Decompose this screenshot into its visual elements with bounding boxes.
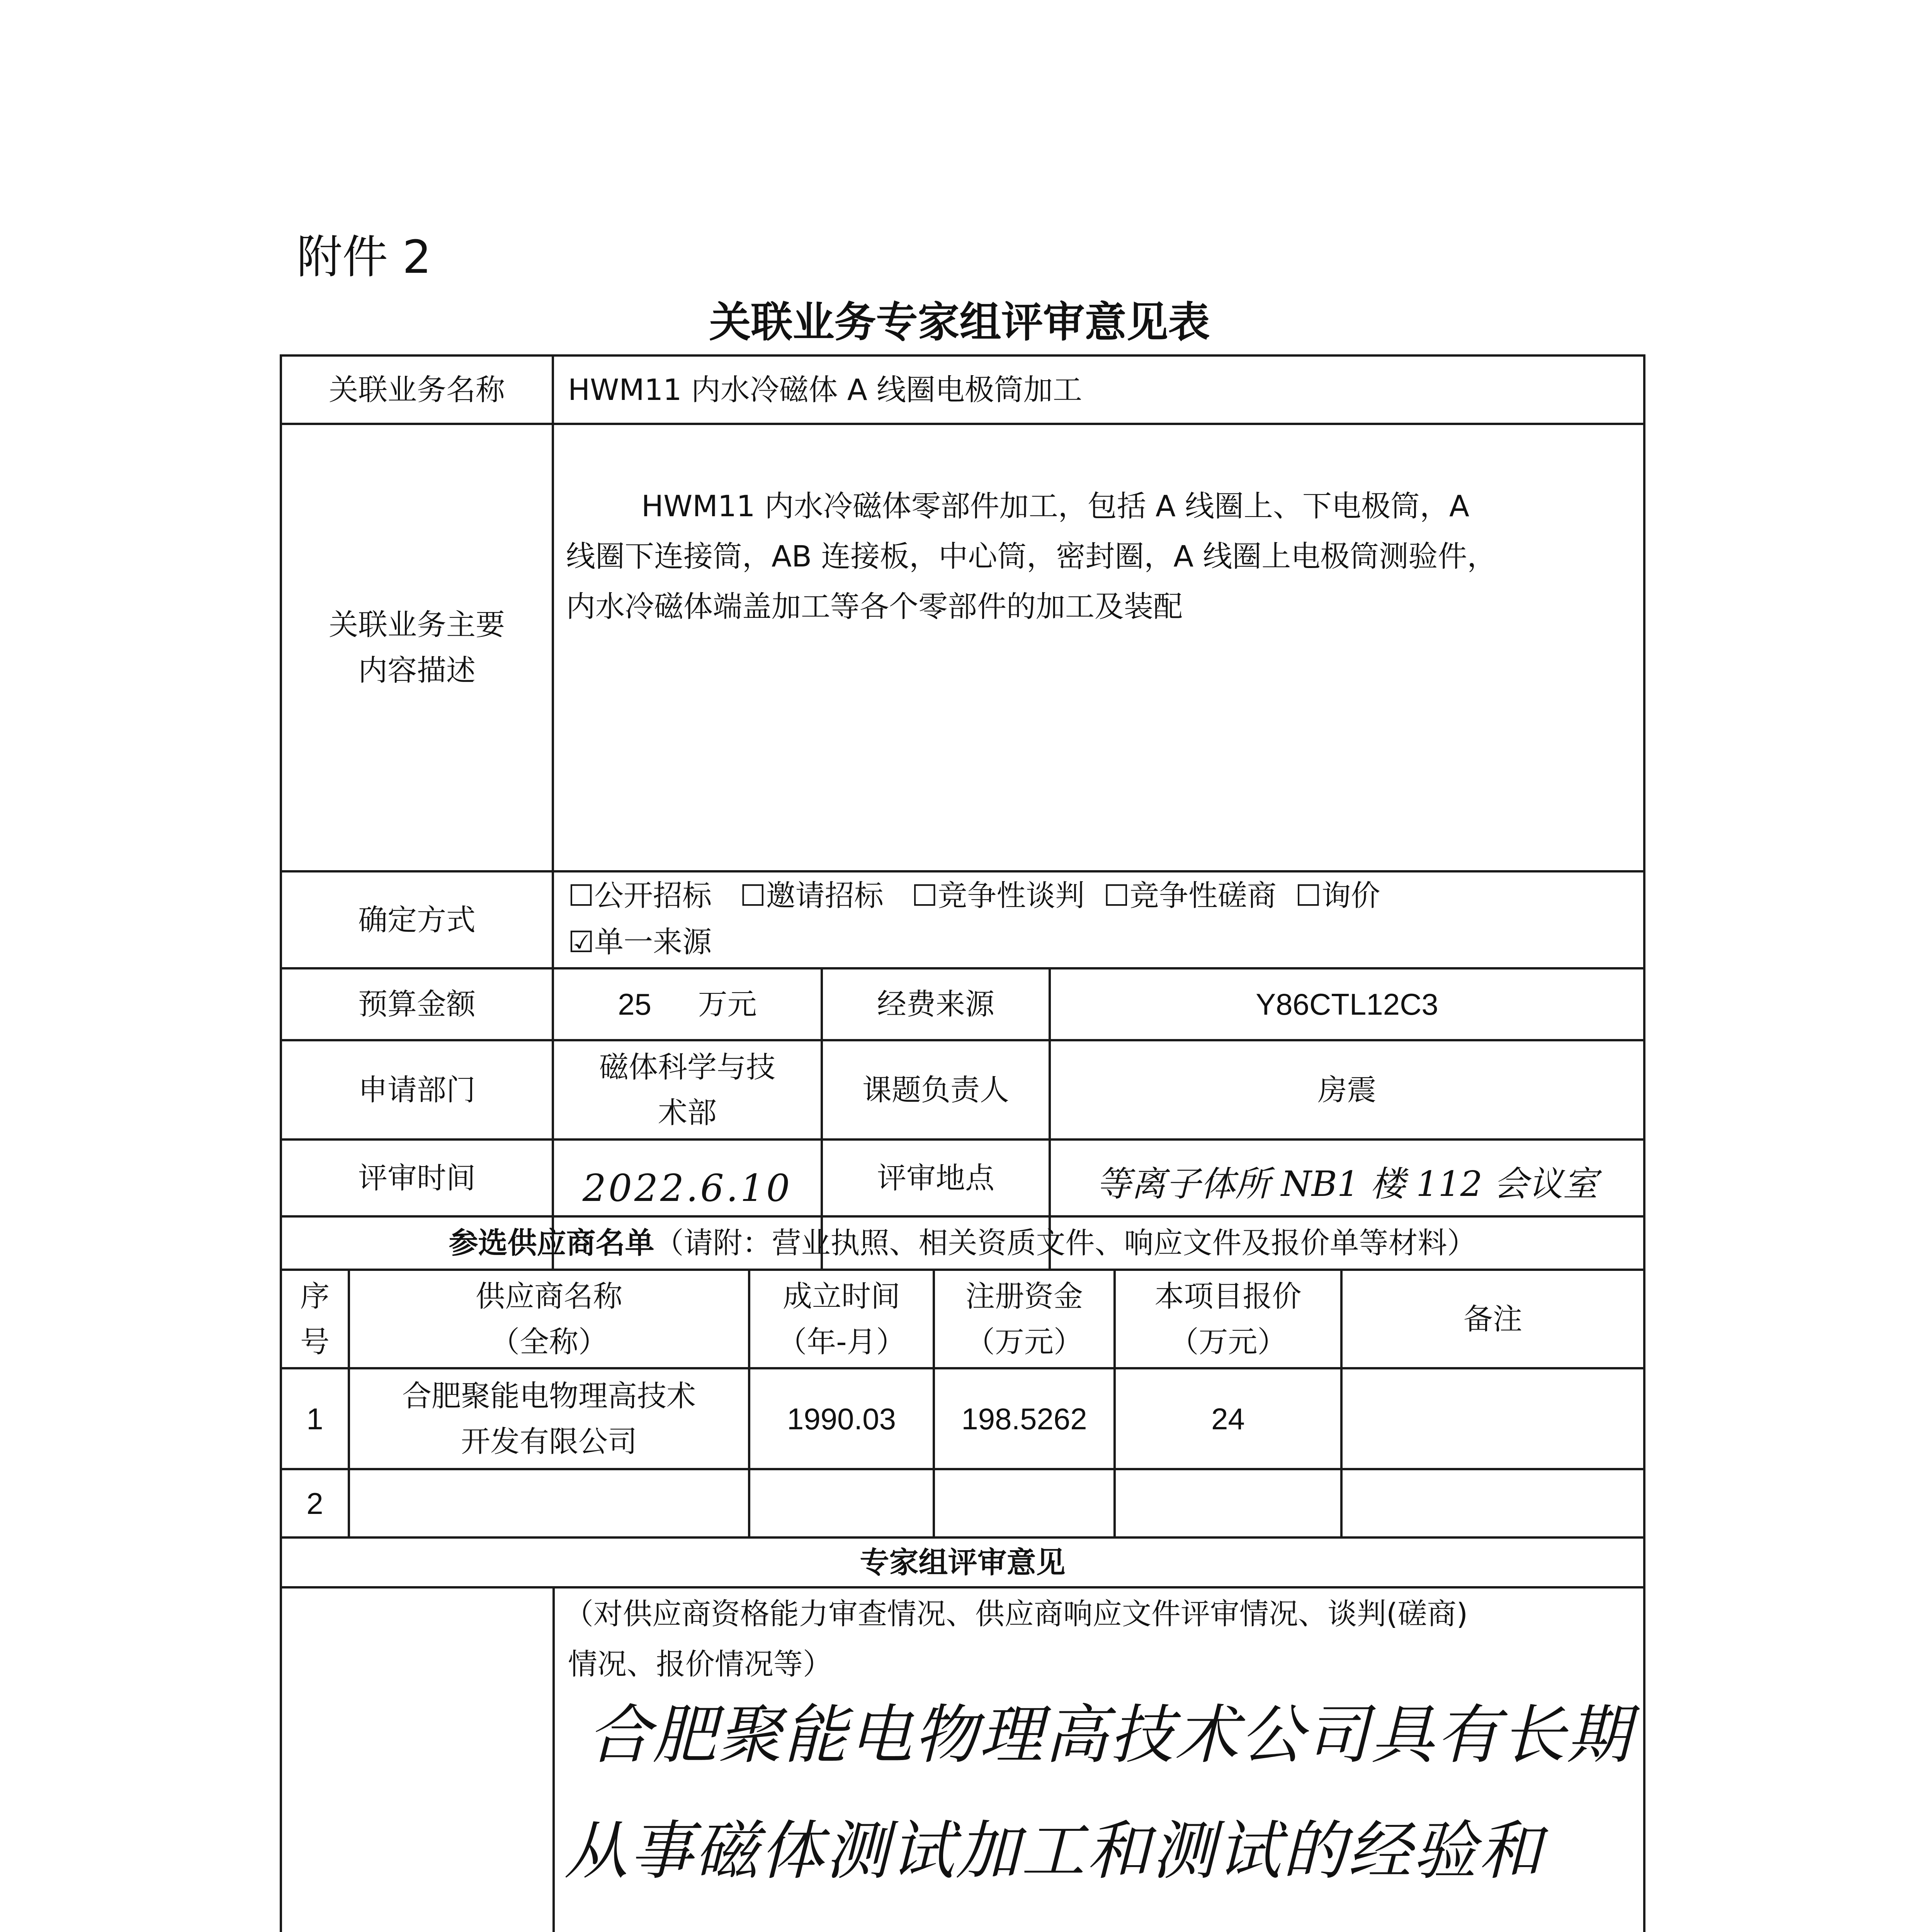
supplier-section-title: 参选供应商名单 (449, 1226, 654, 1260)
department-value: 磁体科学与技 术部 (599, 1049, 775, 1130)
opinion-label (282, 1588, 552, 1932)
review-time-value: 2022.6.10 (582, 1167, 792, 1210)
col-header-date: 成立时间 （年-月） (777, 1279, 906, 1359)
opinion-handwritten-line-2: 从事磁体测试加工和测试的经验和 (564, 1814, 1543, 1888)
opinion-handwritten-line-3 (564, 1909, 1665, 1932)
supplier-remark (1343, 1470, 1643, 1536)
fund-source-value: Y86CTL12C3 (1256, 987, 1438, 1021)
method-options (568, 872, 1380, 965)
supplier-quote (1116, 1470, 1340, 1536)
opinion-section-title: 专家组评审意见 (860, 1545, 1066, 1580)
department-label: 申请部门 (358, 1072, 476, 1107)
content-label (282, 425, 552, 870)
col-header-remark: 备注 (1463, 1301, 1522, 1336)
pi-value: 房震 (1317, 1072, 1377, 1107)
supplier-remark (1343, 1369, 1643, 1468)
col-header-name: 供应商名称 （全称） (476, 1279, 622, 1359)
review-time-label: 评审时间 (358, 1160, 476, 1195)
row-no: 2 (306, 1486, 323, 1520)
checkbox-icon: ☐ (739, 878, 766, 913)
form-title: 关联业务专家组评审意见表 (709, 298, 1210, 347)
method-option-competitive-consultation[interactable]: ☐竞争性磋商 (1103, 878, 1277, 913)
opinion-hint-line-1: （对供应商资格能力审查情况、供应商响应文件评审情况、谈判(磋商) (564, 1597, 1468, 1631)
method-option-single-source[interactable]: ☑单一来源 (568, 925, 712, 959)
supplier-section-header (282, 1218, 1643, 1269)
method-option-invited-bidding[interactable]: ☐邀请招标 (739, 878, 884, 913)
supplier-name (350, 1470, 748, 1536)
supplier-capital (935, 1470, 1113, 1536)
content-line-2: 线圈下连接筒，AB 连接板，中心筒，密封圈，A 线圈上电极筒测验件， (566, 539, 1497, 573)
supplier-section-note: （请附：营业执照、相关资质文件、响应文件及报价单等材料） (654, 1226, 1477, 1260)
method-option-inquiry[interactable]: ☐询价 (1295, 878, 1380, 913)
col-header-capital: 注册资金 （万元） (965, 1279, 1083, 1359)
review-place-label: 评审地点 (877, 1160, 994, 1195)
budget-value: 25 (618, 987, 651, 1021)
method-option-competitive-negotiation[interactable]: ☐竞争性谈判 (911, 878, 1085, 913)
fund-source-label: 经费来源 (877, 987, 994, 1021)
opinion-hint-line-2: 情况、报价情况等） (568, 1647, 832, 1681)
content-line-3: 内水冷磁体端盖加工等各个零部件的加工及装配 (566, 589, 1183, 624)
checkbox-icon: ☐ (1103, 878, 1130, 913)
checkbox-icon: ☐ (568, 878, 595, 913)
col-header-no: 序 号 (300, 1279, 330, 1359)
budget-amount (554, 969, 821, 1039)
content-label-line2: 内容描述 (358, 653, 476, 687)
row-no: 1 (306, 1401, 323, 1436)
business-name-value: HWM11 内水冷磁体 A 线圈电极筒加工 (568, 372, 1083, 407)
budget-label: 预算金额 (358, 987, 476, 1021)
review-place-value: 等离子体所 NB1 楼 112 会议室 (1096, 1164, 1598, 1204)
supplier-name: 合肥聚能电物理高技术 开发有限公司 (402, 1378, 696, 1459)
business-name-label: 关联业务名称 (329, 372, 505, 407)
budget-unit: 万元 (698, 987, 757, 1021)
supplier-date: 1990.03 (787, 1401, 896, 1436)
checkbox-checked-icon: ☑ (568, 925, 595, 959)
pi-label: 课题负责人 (862, 1072, 1009, 1107)
checkbox-icon: ☐ (1295, 878, 1322, 913)
opinion-handwritten-line-1: 合肥聚能电物理高技术公司具有长期 (587, 1698, 1632, 1772)
attachment-label: 附件 2 (297, 230, 432, 284)
method-label: 确定方式 (358, 902, 476, 937)
checkbox-icon: ☐ (911, 878, 938, 913)
supplier-date (750, 1470, 933, 1536)
content-line-1: HWM11 内水冷磁体零部件加工，包括 A 线圈上、下电极筒，A (641, 489, 1470, 523)
method-option-public-bidding[interactable]: ☐公开招标 (568, 878, 712, 913)
col-header-quote: 本项目报价 （万元） (1154, 1279, 1302, 1359)
content-label-line1: 关联业务主要 (329, 607, 505, 642)
supplier-capital: 198.5262 (961, 1401, 1087, 1436)
supplier-quote: 24 (1211, 1401, 1245, 1436)
